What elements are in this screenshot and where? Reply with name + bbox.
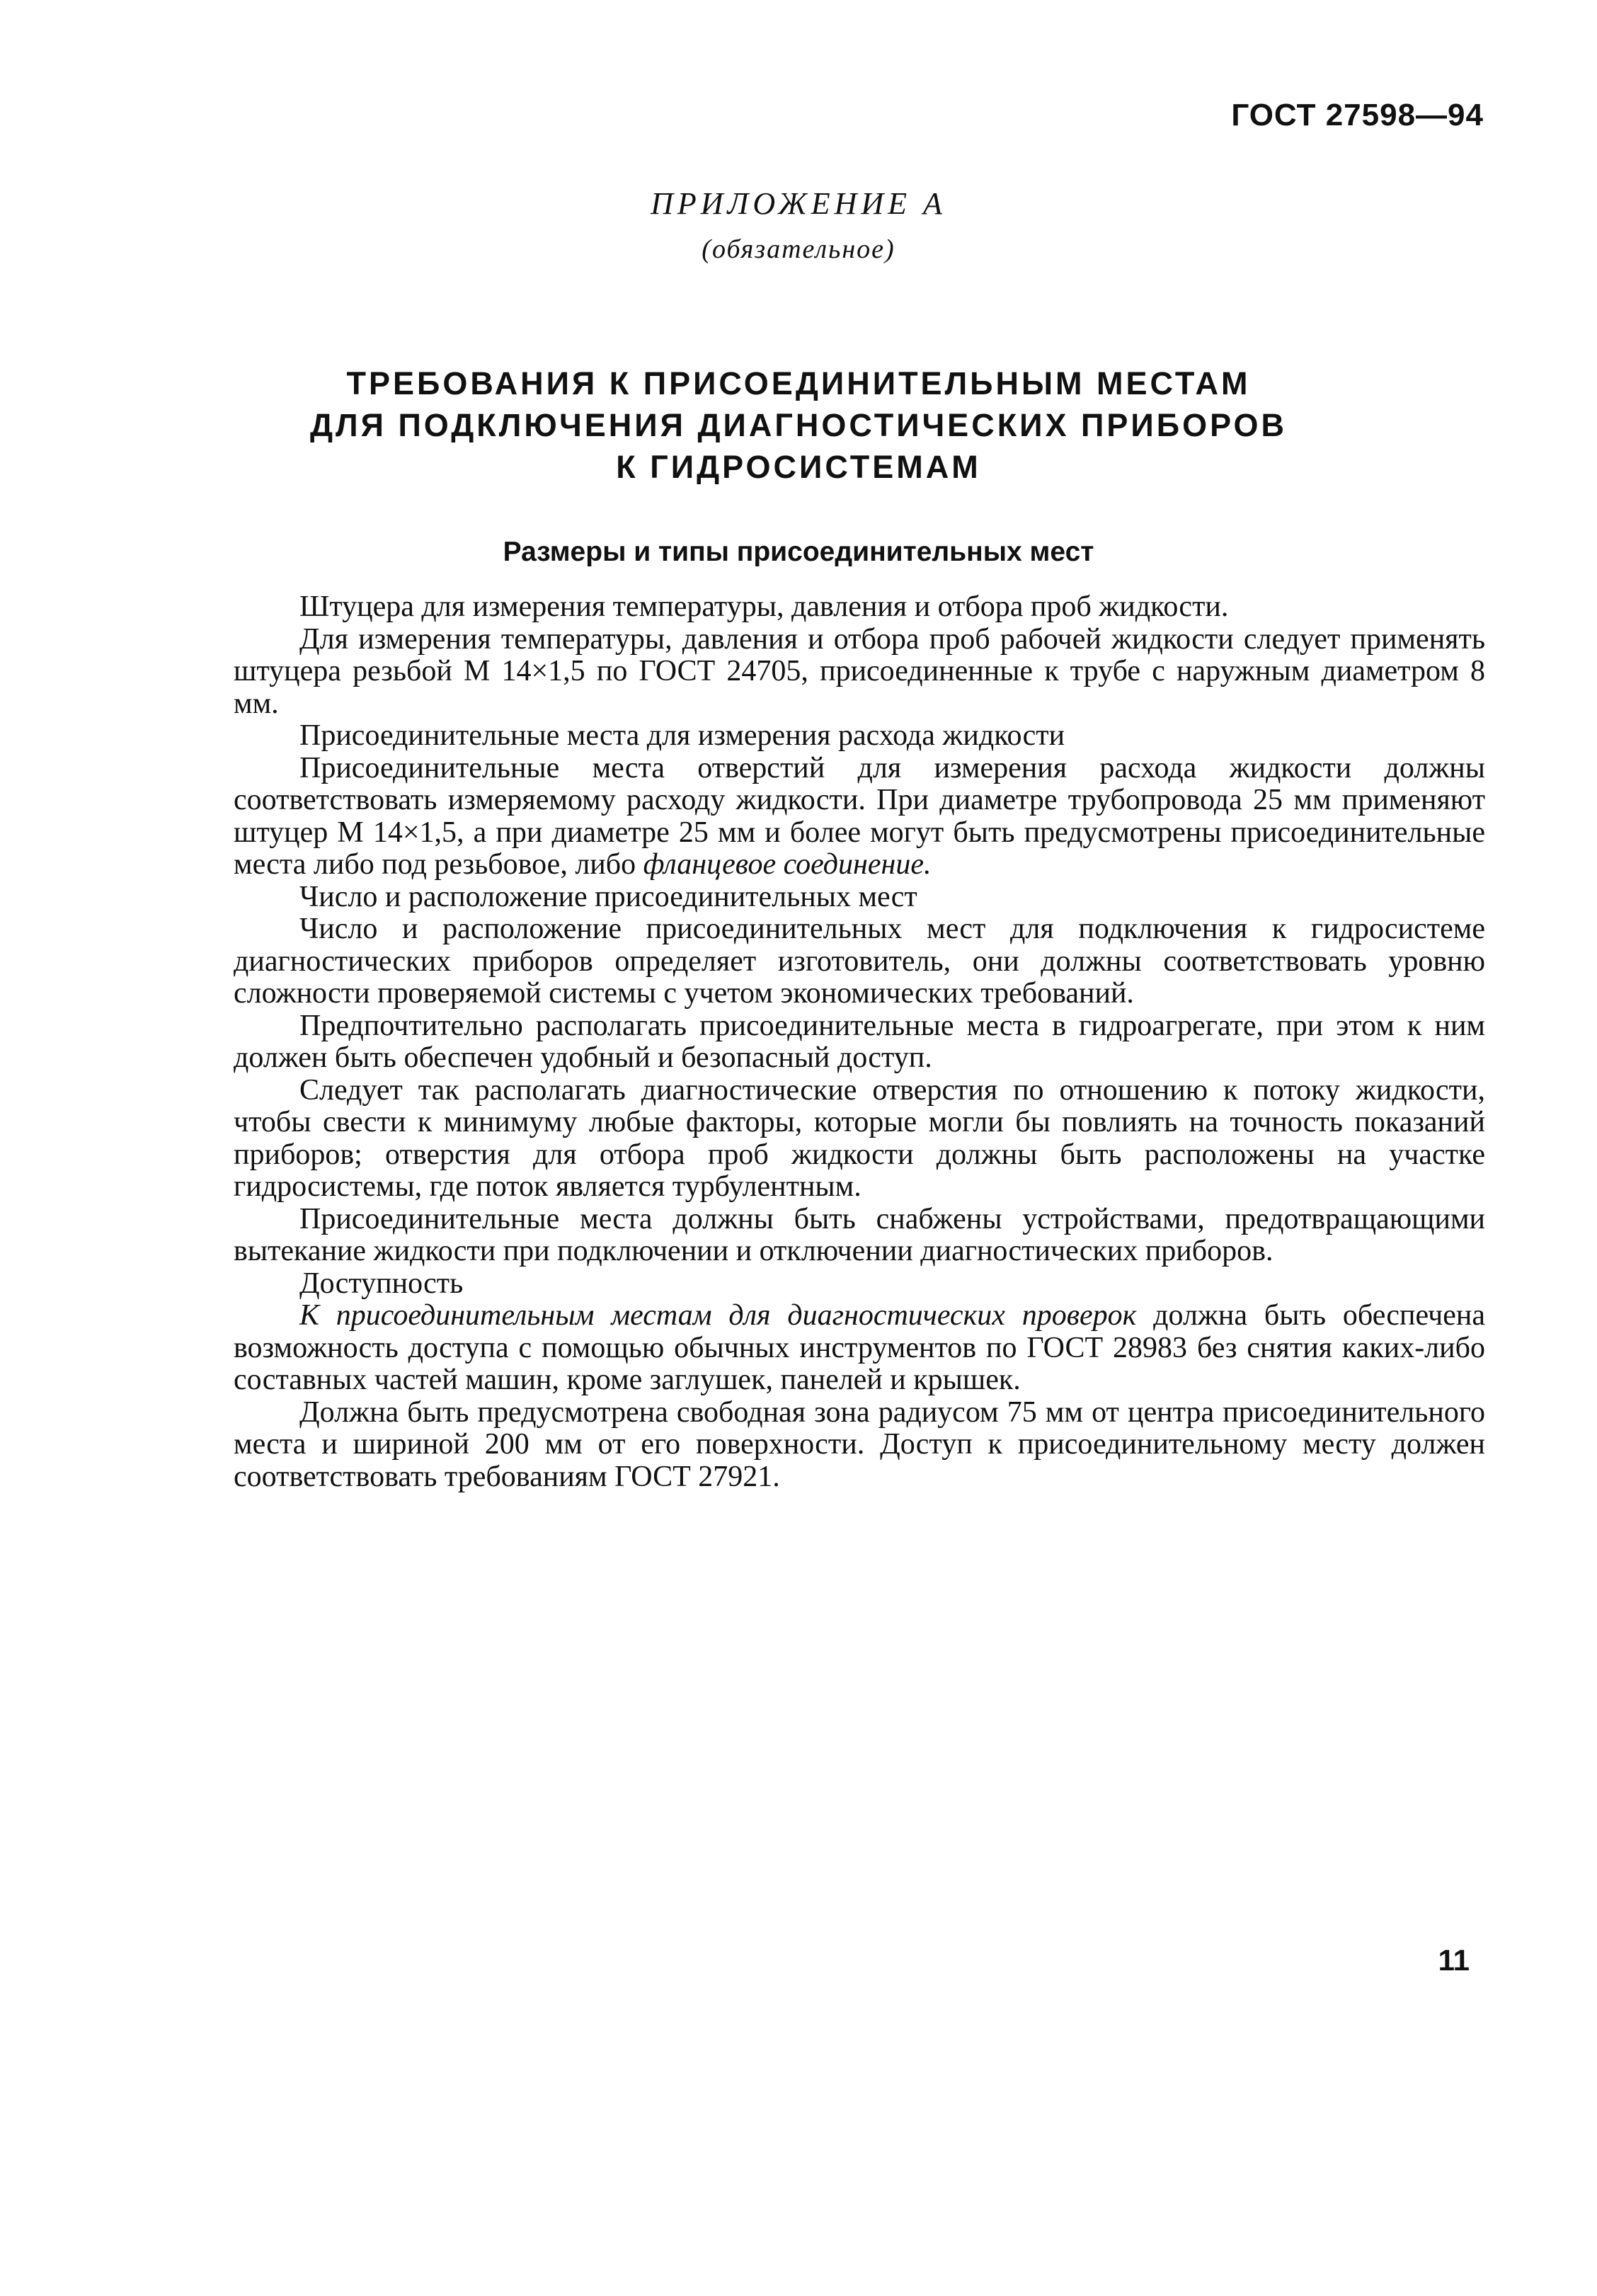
paragraph — [234, 1300, 1485, 1397]
paragraph: Предпочтительно располагать присоединительные места в гидроагрегате, при этом к ним должен быть обеспечен удобный и безопасный доступ. — [234, 1009, 1485, 1074]
page-title — [0, 362, 1597, 488]
subheading: Доступность — [299, 1267, 464, 1300]
paragraph — [234, 753, 1485, 881]
paragraph: Штуцера для измерения температуры, давления и отбора проб жидкости. — [299, 590, 1229, 623]
document-code: ГОСТ 27598—94 — [1231, 98, 1484, 132]
paragraph: Следует так располагать диагностические отверстия по отношению к потоку жидкости, чтобы свести к минимуму любые факторы, которые могли бы повлиять на точность показаний приборов; отверстия для отбора проб жидкости должны быть расположены на участке гидросистемы, где поток является турбулентным. — [234, 1073, 1485, 1203]
section-title: Размеры и типы присоединительных мест — [503, 537, 1094, 567]
subheading: Присоединительные места для измерения расхода жидкости — [299, 719, 1065, 752]
paragraph-italic-text: фланцевое соединение. — [643, 848, 932, 881]
paragraph: Должна быть предусмотрена свободная зона радиусом 75 мм от центра присоединительного места и шириной 200 мм от его поверхности. Доступ к присоединительному месту должен соответствовать требованиям ГОСТ 27921. — [234, 1395, 1485, 1493]
paragraph-text: должна быть обеспечена возможность доступа с помощью обычных инструментов по ГОСТ 28983 без снятия каких-либо составных частей машин, кроме заглушек, панелей и крышек. — [234, 1299, 1485, 1396]
appendix-label: ПРИЛОЖЕНИЕ А — [651, 186, 946, 221]
title-line: ДЛЯ ПОДКЛЮЧЕНИЯ ДИАГНОСТИЧЕСКИХ ПРИБОРОВ — [309, 407, 1287, 443]
paragraph: Число и расположение присоединительных мест для подключения к гидросистеме диагностических приборов определяет изготовитель, они должны соответствовать уровню сложности проверяемой системы с учетом экономических требований. — [234, 913, 1485, 1010]
title-line: ТРЕБОВАНИЯ К ПРИСОЕДИНИТЕЛЬНЫМ МЕСТАМ — [346, 365, 1251, 401]
paragraph-italic-text: К присоединительным местам для диагностических проверок — [299, 1299, 1137, 1332]
paragraph-text: Присоединительные места отверстий для измерения расхода жидкости должны соответствовать измеряемому расходу жидкости. При диаметре трубопровода 25 мм применяют штуцер М 14×1,5, а при диаметре 25 мм и более могут быть предусмотрены присоединительные места либо под резьбовое, либо — [234, 751, 1485, 881]
title-line: К ГИДРОСИСТЕМАМ — [616, 449, 981, 485]
paragraph: Присоединительные места должны быть снабжены устройствами, предотвращающими вытекание жидкости при подключении и отключении диагностических приборов. — [234, 1202, 1485, 1267]
paragraph: Для измерения температуры, давления и отбора проб рабочей жидкости следует применять штуцера резьбой М 14×1,5 по ГОСТ 24705, присоединенные к трубе с наружным диаметром 8 мм. — [234, 622, 1485, 720]
page-number: 11 — [1438, 1943, 1470, 1977]
appendix-note: (обязательное) — [702, 234, 895, 264]
body-text — [234, 591, 1485, 1493]
subheading: Число и расположение присоединительных мест — [299, 880, 917, 913]
